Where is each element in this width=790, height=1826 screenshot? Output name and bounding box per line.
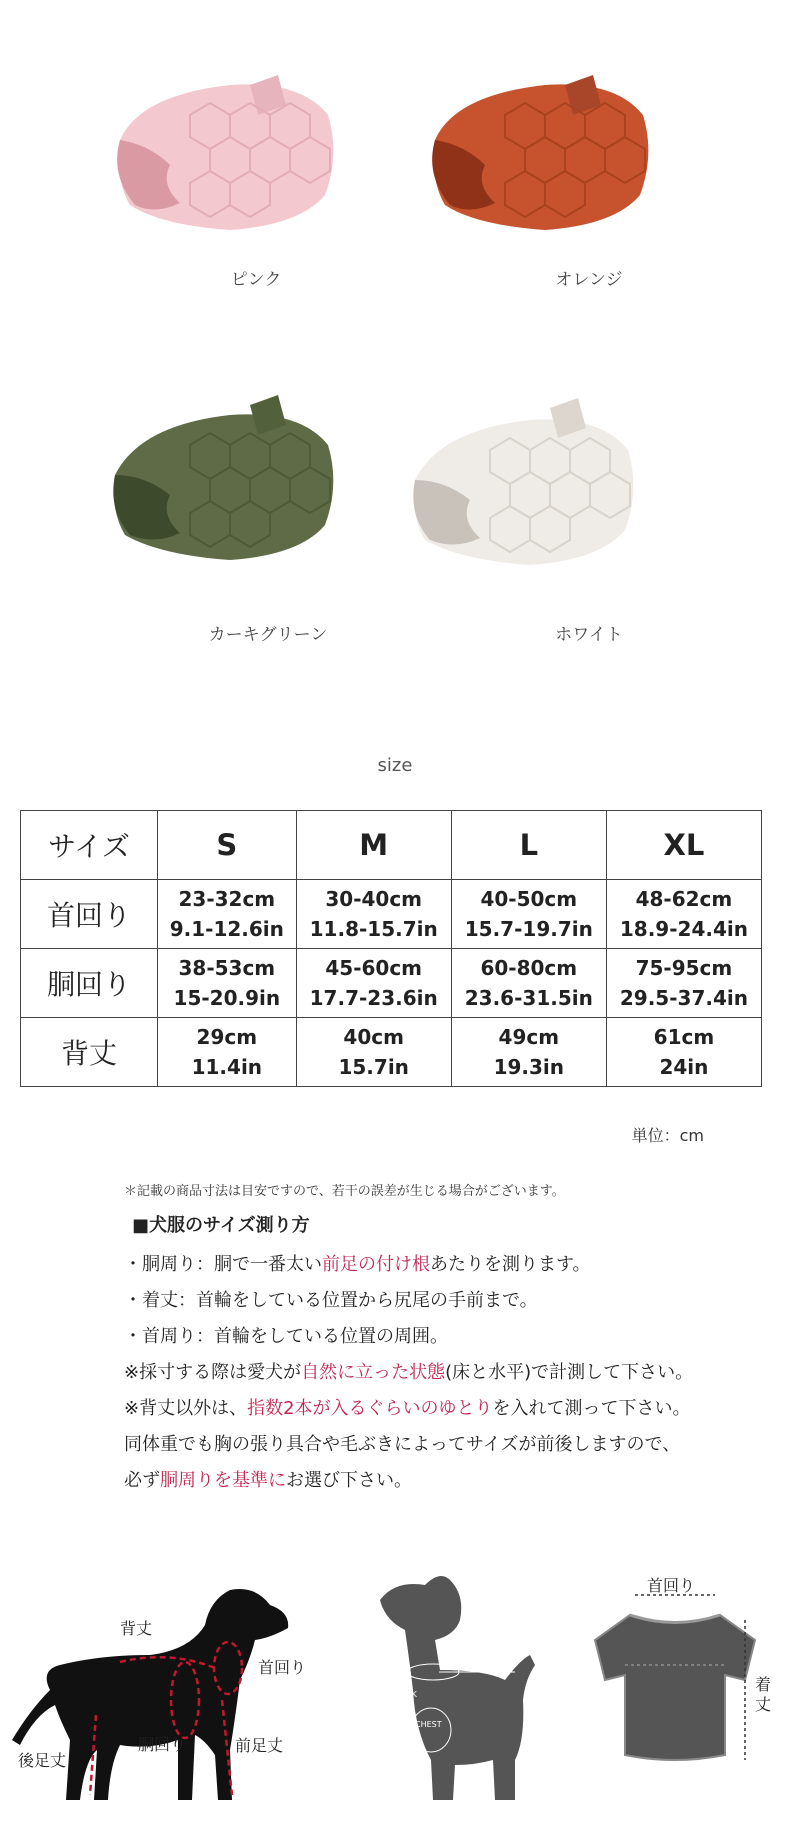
- dog-coat-khaki-green-icon: [100, 375, 350, 575]
- dog-coat-orange-icon: [415, 45, 665, 245]
- note-line: 必ず胴周りを基準にお選び下さい。: [124, 1470, 412, 1491]
- color-label-white: ホワイト: [555, 625, 623, 645]
- dog-coat-white-icon: [400, 380, 650, 580]
- table-cell: 75-95cm 29.5-37.4in: [606, 949, 761, 1018]
- table-cell: 60-80cm 23.6-31.5in: [451, 949, 606, 1018]
- label-shirt-length: 着丈: [755, 1675, 772, 1714]
- label-sketch-neck: NECK: [395, 1690, 417, 1699]
- product-image-khaki-green[interactable]: [100, 375, 350, 575]
- note-line: 同体重でも胸の張り具合や毛ぶきによってサイズが前後しますので、: [124, 1434, 681, 1455]
- measurement-notes: [124, 1180, 784, 1499]
- row-label-back-length: 背丈: [21, 1018, 158, 1087]
- label-hind-leg: 後足丈: [18, 1751, 67, 1770]
- dog-sketch-icon: [365, 1560, 545, 1810]
- size-table: [20, 810, 762, 1087]
- product-image-white[interactable]: [400, 380, 650, 580]
- table-cell: 23-32cm 9.1-12.6in: [158, 880, 297, 949]
- table-row: [21, 949, 762, 1018]
- table-header-row: [21, 811, 762, 880]
- table-cell: 45-60cm 17.7-23.6in: [296, 949, 451, 1018]
- dog-measurement-diagram: [0, 1550, 320, 1820]
- note-line: ・着丈：首輪をしている位置から尻尾の手前まで。: [124, 1290, 538, 1311]
- unit-label: 単位：cm: [631, 1126, 704, 1145]
- table-row: [21, 1018, 762, 1087]
- table-cell: 61cm 24in: [606, 1018, 761, 1087]
- table-cell: 30-40cm 11.8-15.7in: [296, 880, 451, 949]
- label-chest: 胴回り: [138, 1735, 187, 1754]
- notes-heading: ■犬服のサイズ測り方: [132, 1215, 310, 1236]
- label-shirt-neck: 首回り: [647, 1576, 696, 1595]
- size-header-s: S: [158, 811, 297, 880]
- dog-silhouette-icon: [0, 1550, 320, 1820]
- size-header-l: L: [451, 811, 606, 880]
- disclaimer-text: ＊記載の商品寸法は目安ですので、若干の誤差が生じる場合がございます。: [124, 1184, 565, 1199]
- table-cell: 40cm 15.7in: [296, 1018, 451, 1087]
- label-sketch-chest: CHEST: [415, 1720, 442, 1729]
- size-header-m: M: [296, 811, 451, 880]
- table-cell: 48-62cm 18.9-24.4in: [606, 880, 761, 949]
- product-image-pink[interactable]: [100, 45, 350, 245]
- shirt-measurement-diagram: [575, 1565, 775, 1805]
- dog-coat-pink-icon: [100, 45, 350, 245]
- table-cell: 40-50cm 15.7-19.7in: [451, 880, 606, 949]
- label-front-leg: 前足丈: [235, 1736, 284, 1755]
- note-line: ・胴周り：胴で一番太い前足の付け根あたりを測ります。: [124, 1254, 591, 1275]
- size-header-xl: XL: [606, 811, 761, 880]
- table-corner-label: サイズ: [21, 811, 158, 880]
- size-section-title: size: [377, 755, 413, 776]
- note-line: ※背丈以外は、指数2本が入るぐらいのゆとりを入れて測って下さい。: [124, 1398, 691, 1419]
- table-cell: 29cm 11.4in: [158, 1018, 297, 1087]
- color-label-pink: ピンク: [230, 270, 282, 290]
- table-row: [21, 880, 762, 949]
- color-label-orange: オレンジ: [555, 270, 623, 290]
- row-label-neck: 首回り: [21, 880, 158, 949]
- note-line: ※採寸する際は愛犬が自然に立った状態(床と水平)で計測して下さい。: [124, 1362, 694, 1383]
- label-sketch-length: LENGTH: [443, 1662, 476, 1671]
- row-label-chest: 胴回り: [21, 949, 158, 1018]
- product-image-orange[interactable]: [415, 45, 665, 245]
- shirt-icon: [575, 1565, 775, 1805]
- label-neck: 首回り: [258, 1658, 307, 1677]
- table-cell: 49cm 19.3in: [451, 1018, 606, 1087]
- label-back-length: 背丈: [120, 1619, 153, 1638]
- note-line: ・首周り：首輪をしている位置の周囲。: [124, 1326, 448, 1347]
- table-cell: 38-53cm 15-20.9in: [158, 949, 297, 1018]
- dog-sketch-diagram: [365, 1560, 545, 1810]
- color-label-khaki-green: カーキグリーン: [208, 625, 328, 645]
